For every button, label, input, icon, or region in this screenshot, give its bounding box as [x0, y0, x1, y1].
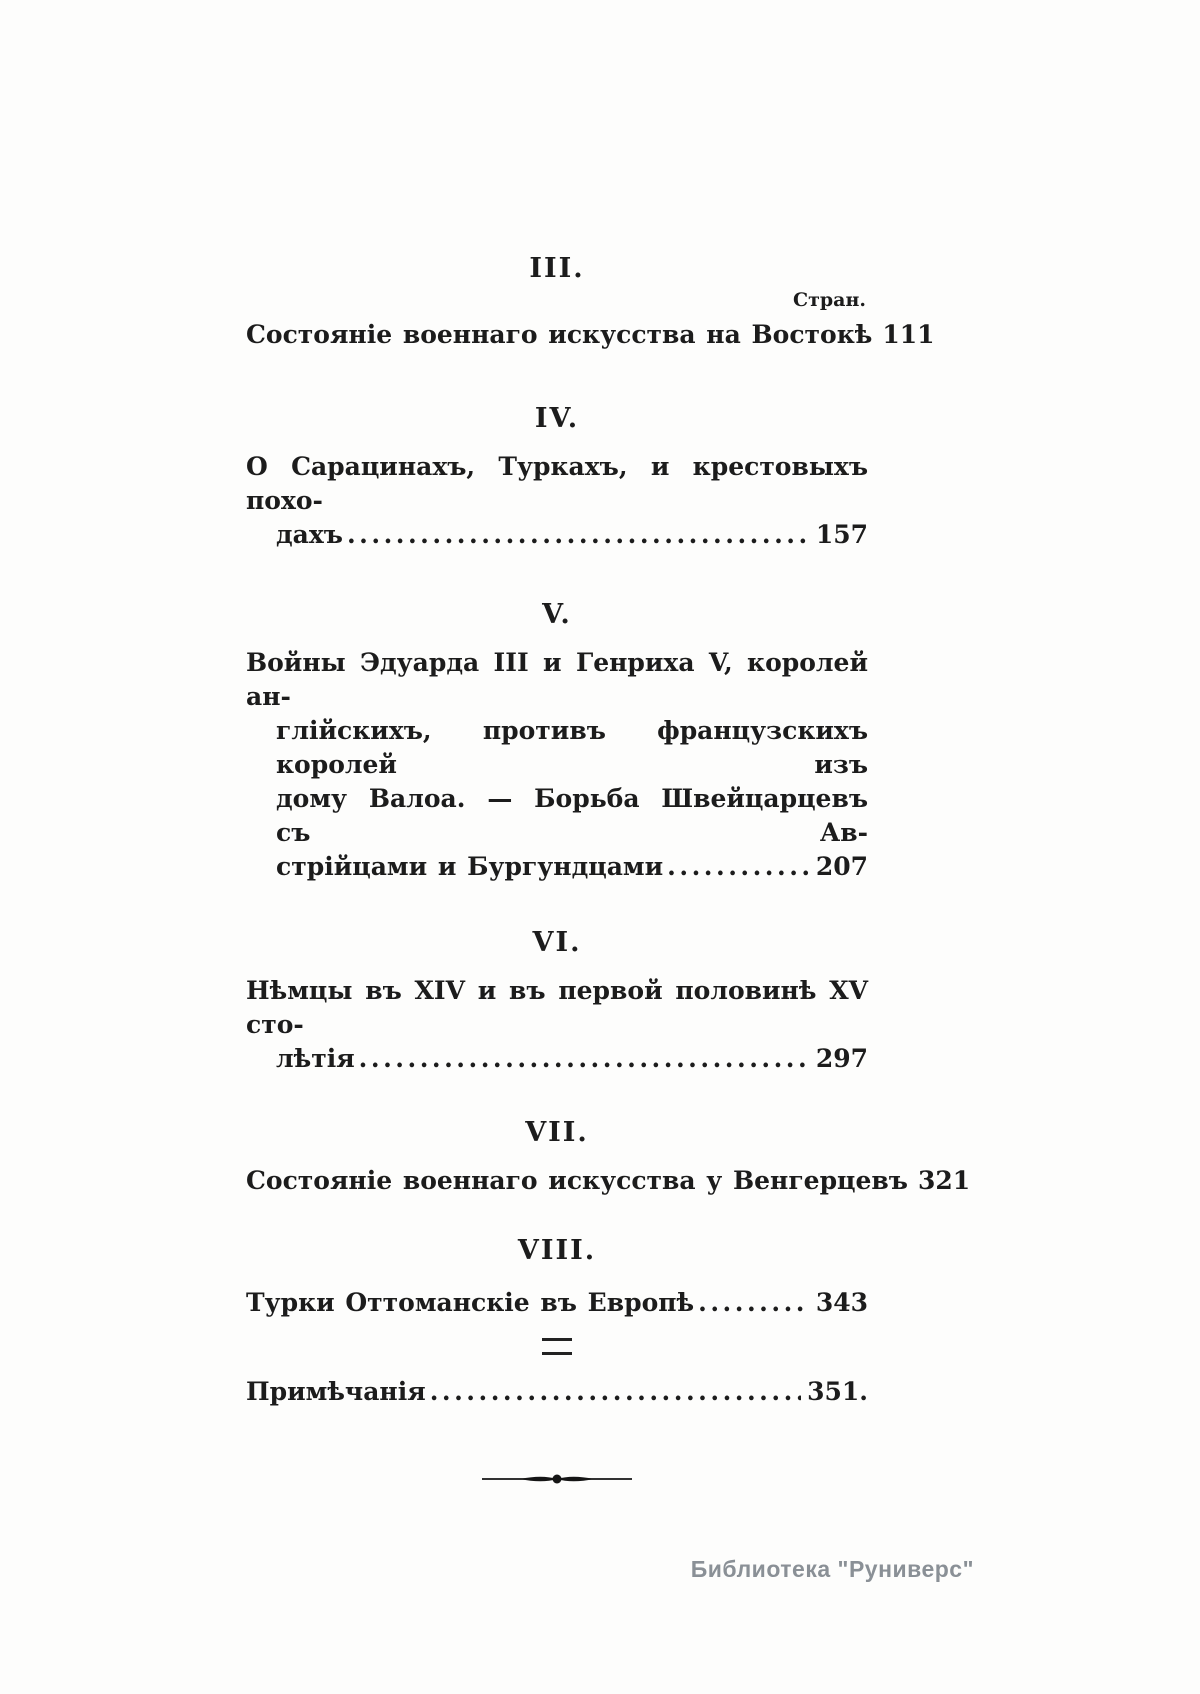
- entry-text: Состояніе военнаго искусства у Венгерцевъ: [246, 1166, 908, 1195]
- toc-column: [246, 252, 971, 1490]
- toc-entry: [246, 1286, 868, 1320]
- toc-entry: [246, 850, 868, 884]
- dotted-leader: [430, 1375, 801, 1409]
- toc-entry: [246, 1042, 868, 1076]
- section-heading-3: III.: [529, 253, 585, 284]
- section-heading-7: VII.: [525, 1117, 589, 1148]
- entry-line: Войны Эдуарда III и Генриха V, королей ан-: [246, 648, 868, 711]
- page-number: 111: [882, 320, 935, 349]
- section-heading-6: VI.: [532, 927, 582, 958]
- entry-text: дахъ: [276, 520, 343, 549]
- page-number: 343: [815, 1288, 868, 1317]
- page-number: 207: [815, 852, 868, 881]
- entry-line: глійскихъ, противъ французскихъ королей изъ: [276, 716, 868, 779]
- ornament-divider: [246, 1471, 868, 1490]
- page-number: 157: [815, 520, 868, 549]
- spearhead-ornament-icon: [482, 1472, 632, 1486]
- toc-entry: [246, 318, 935, 352]
- toc-entry: [246, 518, 868, 552]
- section-heading-8: VIII.: [517, 1235, 597, 1266]
- dotted-leader: [667, 850, 810, 884]
- entry-text: Турки Оттоманскіе въ Европѣ: [246, 1288, 695, 1317]
- section-heading-4: IV.: [534, 403, 580, 434]
- entry-text: стрійцами и Бургундцами: [276, 852, 664, 881]
- dotted-leader: [359, 1042, 810, 1076]
- dotted-leader: [698, 1286, 810, 1320]
- entry-line: дому Валоа. — Борьба Швейцарцевъ съ Ав-: [276, 784, 868, 847]
- toc-entry-notes: [246, 1375, 868, 1409]
- library-watermark: Библиотека "Руниверс": [690, 1556, 974, 1582]
- page-number: 321: [917, 1166, 971, 1195]
- page-column-header: Стран.: [792, 289, 866, 311]
- entry-text: Состояніе военнаго искусства на Востокѣ: [246, 320, 873, 349]
- entry-line: О Сарацинахъ, Туркахъ, и крестовыхъ похо-: [246, 452, 868, 515]
- entry-line: Нѣмцы въ XIV и въ первой половинѣ XV сто-: [246, 976, 868, 1039]
- double-rule-divider: [542, 1338, 572, 1355]
- toc-entry: [246, 1164, 971, 1198]
- dotted-leader: [347, 518, 810, 552]
- entry-text: Примѣчанія: [246, 1377, 426, 1406]
- section-heading-5: V.: [542, 599, 572, 630]
- page-number: 351.: [807, 1377, 868, 1406]
- page-number: 297: [815, 1044, 868, 1073]
- entry-text: лѣтія: [276, 1044, 355, 1073]
